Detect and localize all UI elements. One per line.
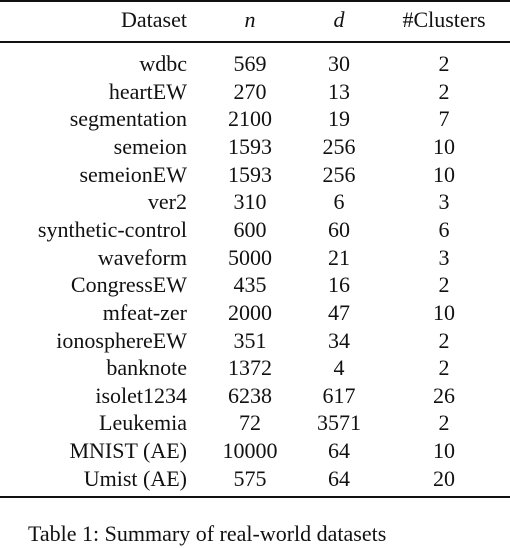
cell-d: 6 <box>333 189 345 215</box>
header-n: n <box>244 7 256 32</box>
cell-d: 34 <box>328 327 350 353</box>
table-row <box>0 465 510 493</box>
cell-d: 13 <box>328 78 350 104</box>
cell-dataset: semeionEW <box>79 161 187 187</box>
cell-n: 270 <box>233 78 267 104</box>
table-row <box>0 271 510 299</box>
cell-d: 64 <box>328 465 350 491</box>
cell-d: 4 <box>333 355 345 381</box>
cell-clusters: 3 <box>438 244 450 270</box>
cell-d: 21 <box>328 244 350 270</box>
header-d: d <box>333 7 345 32</box>
cell-d: 19 <box>328 106 350 132</box>
table-caption: Table 1: Summary of real-world datasets <box>28 521 387 546</box>
table-row <box>0 105 510 133</box>
table-row <box>0 382 510 410</box>
cell-clusters: 10 <box>433 299 455 325</box>
table-row <box>0 216 510 244</box>
cell-dataset: waveform <box>97 244 187 270</box>
table-row <box>0 327 510 355</box>
cell-d: 617 <box>322 382 356 408</box>
table-row <box>0 78 510 106</box>
cell-dataset: MNIST (AE) <box>69 438 187 464</box>
cell-n: 600 <box>233 216 267 242</box>
cell-d: 16 <box>328 272 350 298</box>
table-row <box>0 299 510 327</box>
cell-clusters: 2 <box>438 51 450 76</box>
cell-d: 30 <box>328 51 350 76</box>
cell-clusters: 20 <box>433 465 455 491</box>
cell-dataset: segmentation <box>69 106 187 132</box>
cell-n: 5000 <box>228 244 272 270</box>
table-header-row <box>0 6 510 34</box>
cell-clusters: 6 <box>438 216 450 242</box>
cell-d: 47 <box>328 299 350 325</box>
cell-dataset: banknote <box>106 355 187 381</box>
cell-clusters: 2 <box>438 355 450 381</box>
cell-dataset: CongressEW <box>70 272 187 298</box>
cell-dataset: Leukemia <box>99 410 187 436</box>
cell-dataset: isolet1234 <box>95 382 187 408</box>
cell-n: 72 <box>239 410 261 436</box>
cell-dataset: semeion <box>113 133 187 159</box>
header-dataset: Dataset <box>121 7 187 32</box>
cell-clusters: 3 <box>438 189 450 215</box>
cell-n: 435 <box>233 272 267 298</box>
cell-n: 6238 <box>228 382 272 408</box>
table-row <box>0 354 510 382</box>
cell-n: 569 <box>233 51 267 76</box>
cell-d: 3571 <box>317 410 361 436</box>
cell-clusters: 2 <box>438 78 450 104</box>
cell-n: 1593 <box>228 133 272 159</box>
cell-d: 64 <box>328 438 350 464</box>
table-row <box>0 437 510 465</box>
cell-d: 256 <box>322 133 356 159</box>
cell-dataset: ionosphereEW <box>56 327 187 353</box>
table-row <box>0 409 510 437</box>
cell-clusters: 2 <box>438 272 450 298</box>
table-header-rule <box>0 41 510 43</box>
cell-clusters: 10 <box>433 438 455 464</box>
table-row <box>0 50 510 78</box>
cell-clusters: 26 <box>433 382 455 408</box>
cell-clusters: 2 <box>438 327 450 353</box>
cell-dataset: heartEW <box>108 78 187 104</box>
table-top-rule <box>0 0 510 2</box>
cell-n: 1593 <box>228 161 272 187</box>
cell-n: 2000 <box>228 299 272 325</box>
table-row <box>0 133 510 161</box>
cell-dataset: mfeat-zer <box>102 299 187 325</box>
cell-clusters: 2 <box>438 410 450 436</box>
table-bottom-rule <box>0 496 510 498</box>
cell-dataset: wdbc <box>139 51 187 76</box>
cell-dataset: synthetic-control <box>37 216 187 242</box>
cell-n: 310 <box>233 189 267 215</box>
cell-n: 575 <box>233 465 267 491</box>
cell-clusters: 7 <box>438 106 450 132</box>
cell-n: 2100 <box>228 106 272 132</box>
table-row <box>0 161 510 189</box>
table-row <box>0 244 510 272</box>
header-clusters: #Clusters <box>402 7 486 32</box>
table-row <box>0 188 510 216</box>
cell-clusters: 10 <box>433 133 455 159</box>
cell-n: 1372 <box>228 355 272 381</box>
cell-d: 60 <box>328 216 350 242</box>
cell-n: 351 <box>233 327 267 353</box>
cell-clusters: 10 <box>433 161 455 187</box>
cell-n: 10000 <box>222 438 278 464</box>
cell-dataset: ver2 <box>147 189 187 215</box>
cell-d: 256 <box>322 161 356 187</box>
cell-dataset: Umist (AE) <box>83 465 187 491</box>
